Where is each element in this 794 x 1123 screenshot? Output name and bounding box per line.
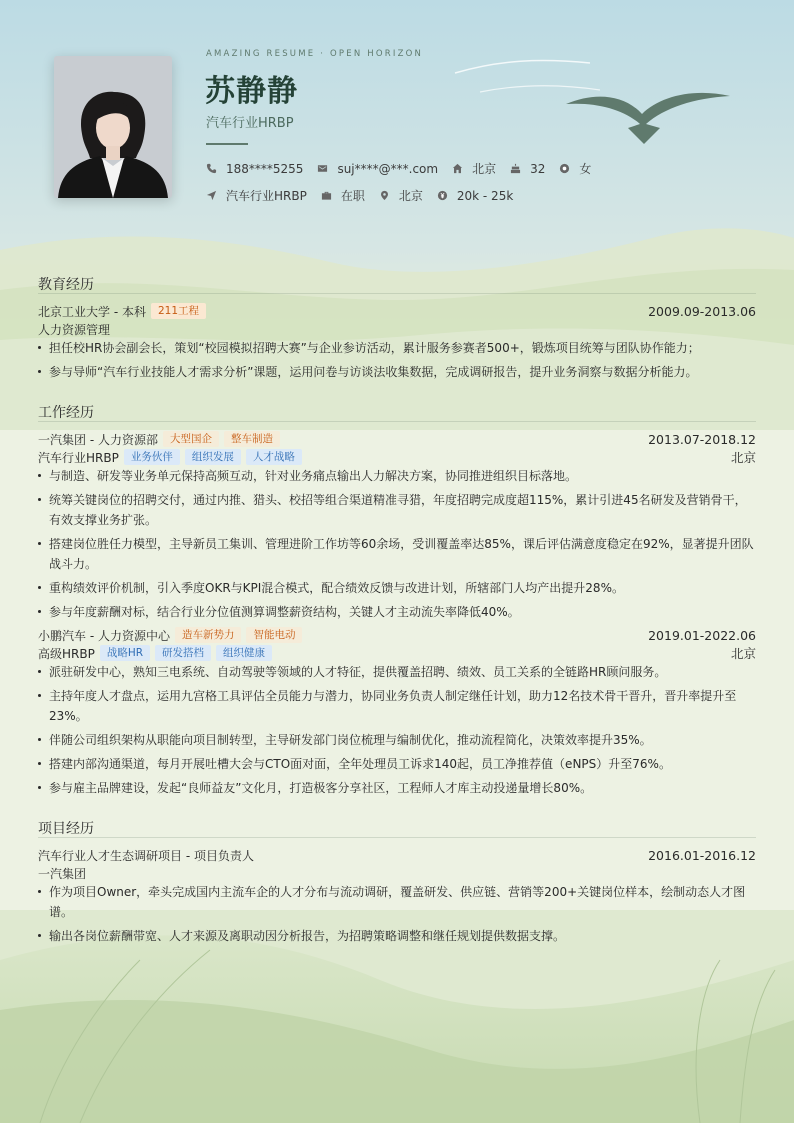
target-role-text: 汽车行业HRBP [226,189,307,203]
mail-icon [317,163,328,174]
email-text: suj****@***.com [337,161,439,176]
work-section-title: 工作经历 [38,405,94,421]
job-2-bullets [38,662,754,802]
send-icon [206,190,217,201]
job-2-position-tag: 战略HR [100,645,150,661]
list-item: 与制造、研发等业务单元保持高频互动，针对业务痛点输出人力解决方案，协同推进组织目标落地。 [38,466,754,486]
contact-row [206,160,605,177]
job-2-date: 2019.01-2022.06 [648,627,756,643]
header-divider [206,143,248,145]
job-1-city: 北京 [730,450,756,465]
list-item: 重构绩效评价机制，引入季度OKR与KPI混合模式，配合绩效反馈与改进计划，所辖部门人均产出提升28%。 [38,578,754,598]
list-item: 统筹关键岗位的招聘交付，通过内推、猎头、校招等组合渠道精准寻猎，年度招聘完成度超115%，累计引进45名研发及营销骨干，有效支撑业务扩张。 [38,490,754,530]
job-1-position-tag: 业务伙伴 [124,449,180,465]
age-text: 32 [530,161,546,176]
salary-text: 20k - 25k [456,188,514,203]
briefcase-icon [321,190,332,201]
education-date: 2009.09-2013.06 [648,303,756,319]
gender-icon [559,163,570,174]
list-item: 伴随公司组织架构从职能向项目制转型，主导研发部门岗位梳理与编制优化，推动流程简化，决策效率提升35%。 [38,730,754,750]
education-header [38,302,756,320]
list-item: 输出各岗位薪酬带宽、人才来源及离职动因分析报告，为招聘策略调整和继任规划提供数据支撑。 [38,926,754,946]
job-1-position-tag: 人才战略 [246,449,302,465]
bird-icon [564,84,732,146]
list-item: 搭建岗位胜任力模型，主导新员工集训、管理进阶工作坊等60余场，受训覆盖率达85%，课后评估满意度稳定在92%，显著提升团队战斗力。 [38,534,754,574]
job-2-position-row [38,644,756,662]
job-1-position-tag: 组织发展 [185,449,241,465]
list-item: 搭建内部沟通渠道，每月开展吐槽大会与CTO面对面，全年处理员工诉求140起，员工净推荐值（eNPS）升至76%。 [38,754,754,774]
home-icon [452,163,463,174]
job-1-position: 汽车行业HRBP [38,450,119,465]
major: 人力资源管理 [38,323,111,337]
salary-item [437,189,513,203]
education-divider [38,293,756,294]
target-city-item [379,187,423,204]
school-tag: 211工程 [151,303,206,319]
phone-item [206,162,303,176]
gender-text: 女 [579,162,592,176]
list-item: 参与年度薪酬对标，结合行业分位值测算调整薪资结构，关键人才主动流失率降低40%。 [38,602,754,622]
list-item: 派驻研发中心，熟知三电系统、自动驾驶等领域的人才特征，提供覆盖招聘、绩效、员工关系的全链路HR顾问服务。 [38,662,754,682]
job-intent-row [206,187,527,204]
job-2-header [38,626,756,644]
job-1-bullets [38,466,754,626]
avatar [54,56,172,198]
status-item [321,187,365,204]
list-item: 参与雇主品牌建设，发起“良师益友”文化月，打造极客分享社区，工程师人才库主动投递量增长80%。 [38,778,754,798]
education-section-title: 教育经历 [38,277,94,293]
list-item: 主持年度人才盘点，运用九宫格工具评估全员能力与潜力，协同业务负责人制定继任计划，助力12名技术骨干晋升，晋升率提升至23%。 [38,686,754,726]
candidate-name: 苏静静 [205,74,298,109]
projects-divider [38,837,756,838]
list-item: 作为项目Owner，牵头完成国内主流车企的人才分布与流动调研，覆盖研发、供应链、营销等200+关键岗位样本，绘制动态人才图谱。 [38,882,754,922]
age-item [510,162,545,176]
project-header [38,846,756,864]
job-1-company: 一汽集团 - 人力资源部 [38,432,158,447]
project-bullets [38,882,754,950]
work-divider [38,421,756,422]
job-1-company-tag: 整车制造 [224,431,280,447]
project-org: 一汽集团 [38,867,87,881]
job-2-company-tag: 智能电动 [246,627,302,643]
target-role-item [206,187,307,204]
job-2-position-tag: 研发搭档 [155,645,211,661]
brand-tagline: AMAZING RESUME · OPEN HORIZON [206,49,424,59]
home-item [452,160,496,177]
job-1-header [38,430,756,448]
location-pin-icon [379,190,390,201]
target-city-text: 北京 [398,189,423,203]
profile-photo [54,56,172,198]
phone-text: 188****5255 [226,161,304,176]
job-2-company-tag: 造车新势力 [175,627,242,643]
email-item [317,162,438,176]
list-item: 担任校HR协会副会长，策划“校园模拟招聘大赛”与企业参访活动，累计服务参赛者500+，锻炼项目统筹与团队协作能力； [38,338,754,358]
project-name: 汽车行业人才生态调研项目 - 项目负责人 [38,848,254,863]
school-name: 北京工业大学 - 本科 [38,304,146,319]
projects-section-title: 项目经历 [38,821,94,837]
job-2-city: 北京 [730,646,756,661]
home-text: 北京 [472,162,497,176]
cake-icon [510,163,521,174]
list-item: 参与导师“汽车行业技能人才需求分析”课题，运用问卷与访谈法收集数据，完成调研报告，提升业务洞察与数据分析能力。 [38,362,754,382]
candidate-role: 汽车行业HRBP [206,116,294,131]
job-1-company-tag: 大型国企 [163,431,219,447]
job-2-position: 高级HRBP [38,646,95,661]
project-date: 2016.01-2016.12 [648,847,756,863]
money-icon [437,190,448,201]
gender-item [559,160,591,177]
education-bullets [38,338,754,386]
job-2-company: 小鹏汽车 - 人力资源中心 [38,628,170,643]
phone-icon [206,163,217,174]
job-2-position-tag: 组织健康 [216,645,272,661]
job-1-position-row [38,448,756,466]
status-text: 在职 [340,189,365,203]
job-1-date: 2013.07-2018.12 [648,431,756,447]
